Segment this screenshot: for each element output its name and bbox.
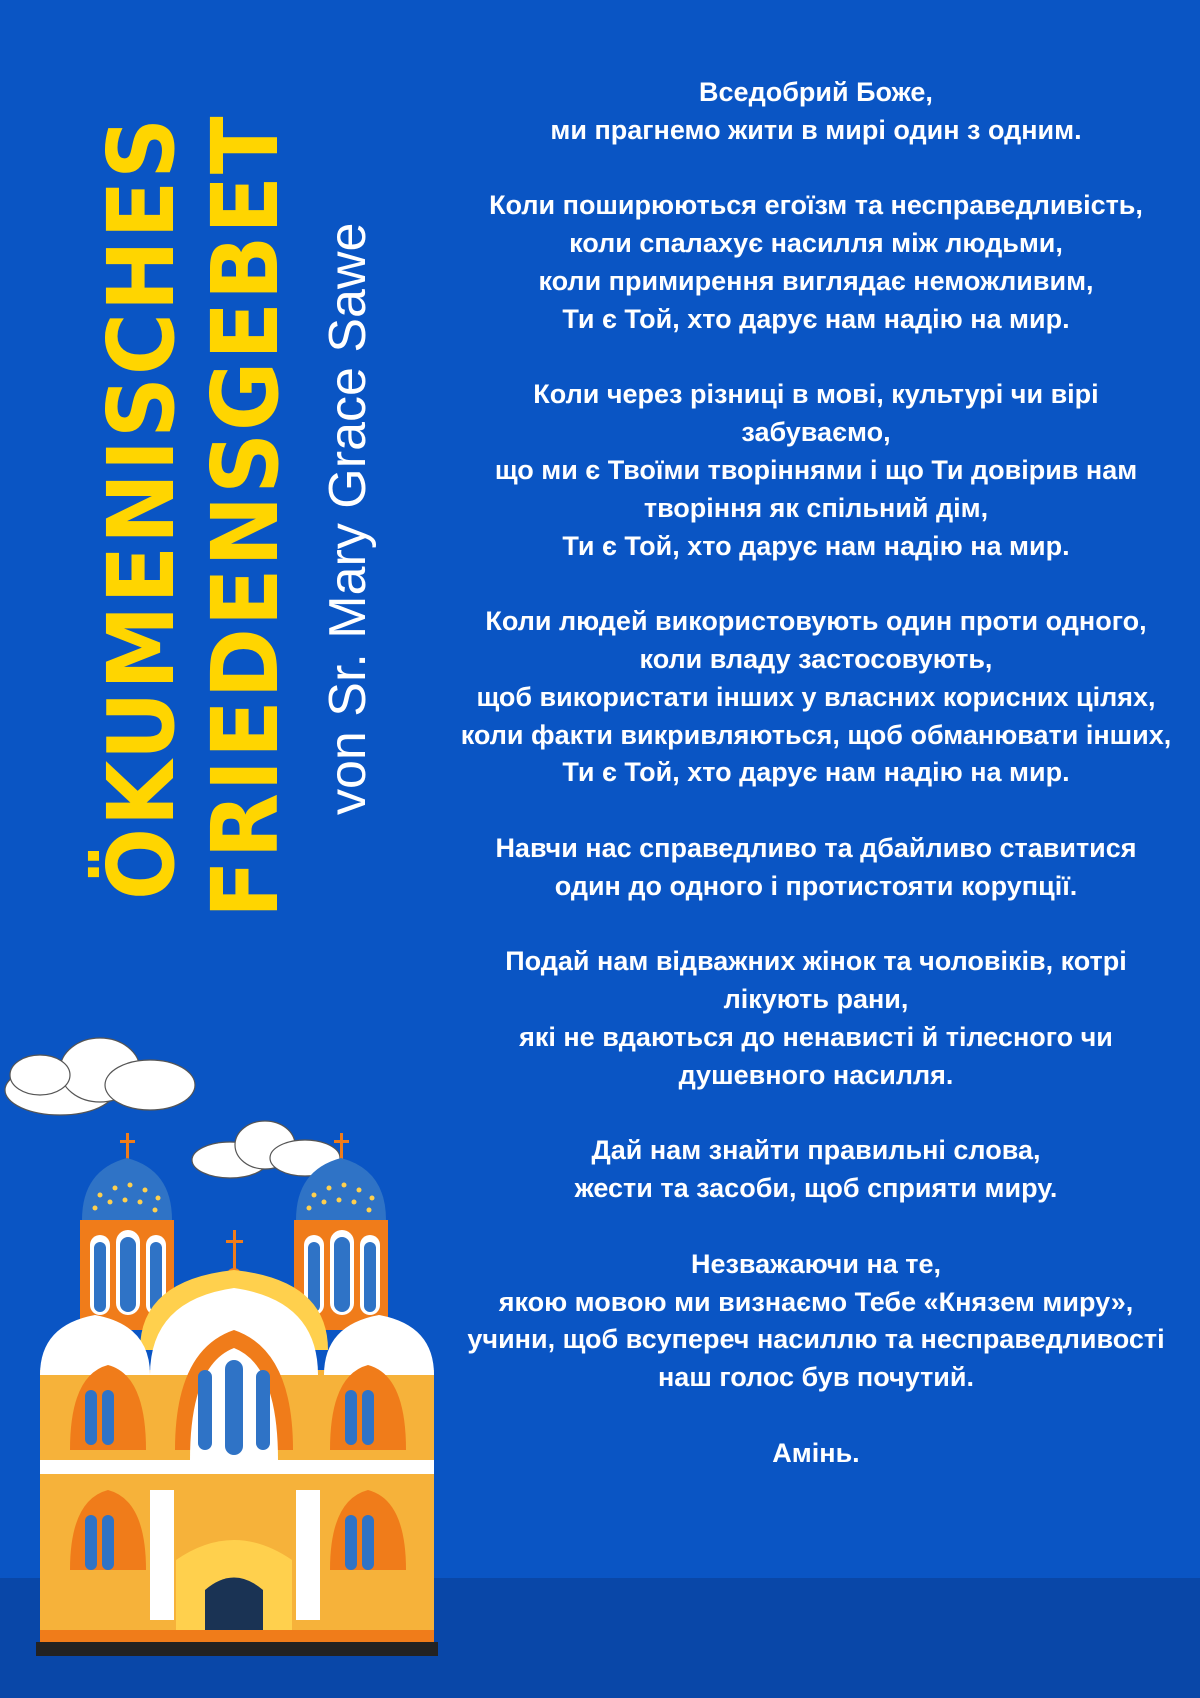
title-line-2: FRIEDENSGEBET — [192, 114, 299, 919]
prayer-line: ми прагнемо жити в мирі один з одним. — [550, 114, 1082, 145]
prayer-stanza — [460, 74, 1172, 150]
prayer-line: учини, щоб всупереч насиллю та несправедливості наш голос був почутий. — [467, 1324, 1165, 1393]
prayer-line: коли владу застосовують, — [639, 643, 993, 674]
prayer-line: Подай нам відважних жінок та чоловіків, котрі лікують рани, — [505, 946, 1127, 1015]
prayer-line: Навчи нас справедливо та дбайливо ставитися один до одного і протистояти корупції. — [495, 832, 1137, 901]
prayer-stanza — [460, 1246, 1172, 1397]
prayer-line: Ти є Той, хто дарує нам надію на мир. — [562, 303, 1070, 334]
prayer-line: коли факти викривляються, щоб обманювати інших, — [460, 719, 1172, 750]
prayer-line: якою мовою ми визнаємо Тебе «Князем миру», — [498, 1286, 1134, 1317]
prayer-line: Ти є Той, хто дарує нам надію на мир. — [562, 757, 1070, 788]
prayer-line: Дай нам знайти правильні слова, — [591, 1135, 1041, 1166]
prayer-line: щоб використати інших у власних корисних цілях, — [476, 681, 1156, 712]
cloud-left — [5, 1038, 195, 1115]
main-body — [36, 1288, 438, 1656]
prayer-line: коли спалахує насилля між людьми, — [569, 228, 1063, 259]
prayer-stanza — [460, 830, 1172, 906]
prayer-stanza — [460, 376, 1172, 565]
prayer-line: Коли людей використовують один проти одного, — [485, 606, 1147, 637]
prayer-line: що ми є Твоїми творіннями і що Ти довірив нам творіння як спільний дім, — [494, 454, 1138, 523]
prayer-stanza — [460, 603, 1172, 792]
prayer-line: Амінь. — [772, 1437, 860, 1468]
title-line-1: ÖKUMENISCHES — [88, 116, 195, 901]
prayer-line: Незважаючи на те, — [690, 1248, 942, 1279]
prayer-text — [460, 74, 1172, 1510]
prayer-line: Коли через різниці в мові, культурі чи вірі забуваємо, — [533, 379, 1099, 448]
prayer-line: Вседобрий Боже, — [699, 77, 933, 107]
prayer-stanza — [460, 187, 1172, 338]
prayer-stanza — [460, 1132, 1172, 1208]
prayer-line: жести та засоби, щоб сприяти миру. — [574, 1173, 1058, 1204]
prayer-stanza — [460, 943, 1172, 1094]
prayer-stanza — [460, 1435, 1172, 1473]
church-illustration — [0, 1030, 450, 1670]
prayer-line: які не вдаються до ненависті й тілесного чи душевного насилля. — [519, 1021, 1113, 1090]
prayer-line: Коли поширюються егоїзм та несправедливість, — [489, 190, 1143, 221]
author-byline: von Sr. Mary Grace Sawe — [319, 222, 377, 815]
prayer-line: коли примирення виглядає неможливим, — [538, 265, 1094, 296]
prayer-line: Ти є Той, хто дарує нам надію на мир. — [562, 530, 1070, 561]
